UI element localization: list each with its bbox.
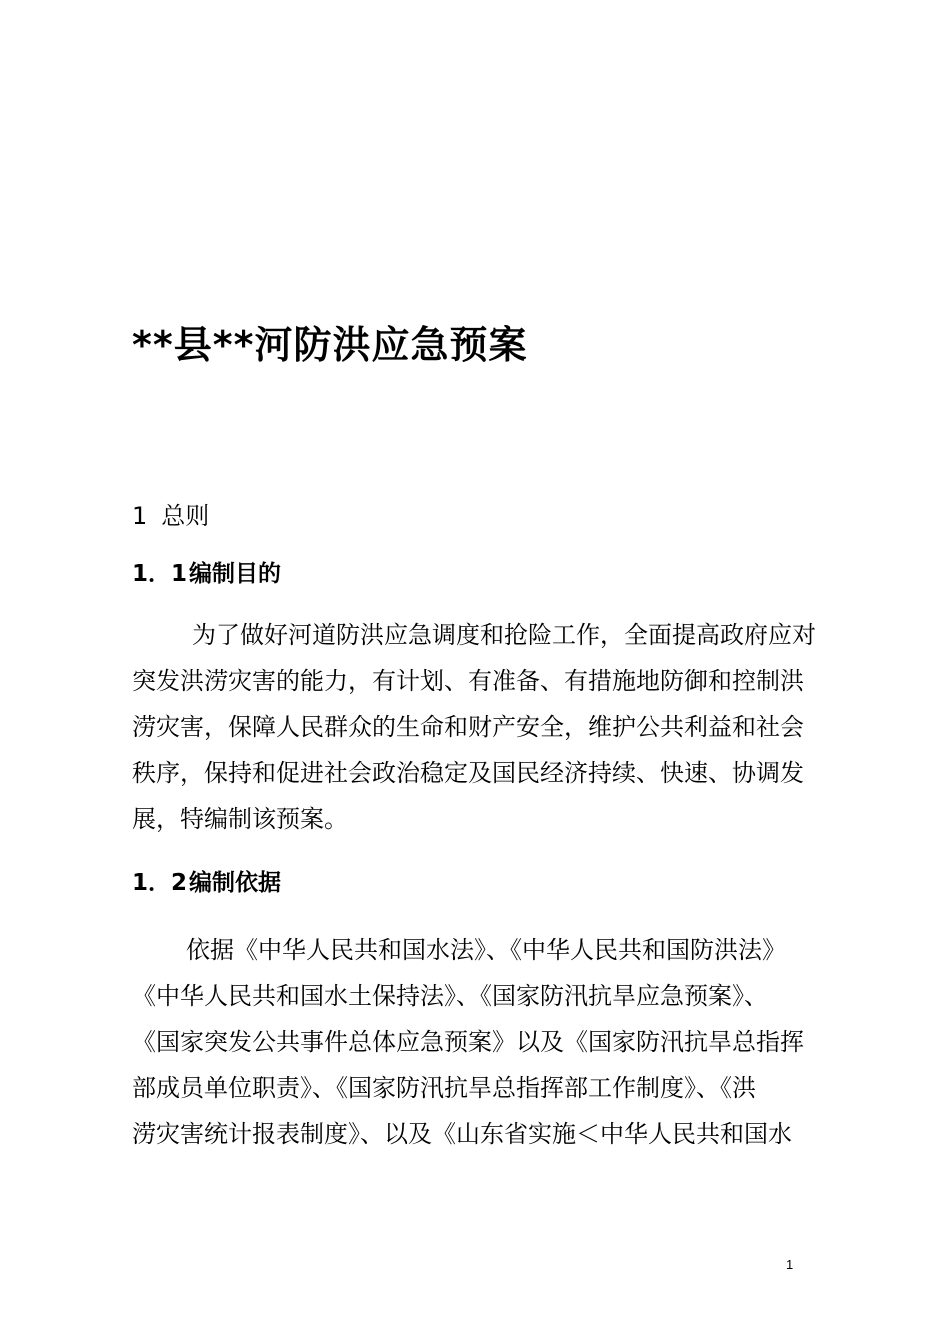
paragraph-line: 部成员单位职责》、《国家防汛抗旱总指挥部工作制度》、《洪 — [132, 1074, 756, 1102]
paragraph-line: 突发洪涝灾害的能力，有计划、有准备、有措施地防御和控制洪 — [132, 667, 804, 695]
subsection-number: 1．2 — [132, 870, 188, 896]
paragraph-line: 《中华人民共和国水土保持法》、《国家防汛抗旱应急预案》、 — [132, 982, 768, 1010]
paragraph-line: 依据《中华人民共和国水法》、《中华人民共和国防洪法》 — [186, 936, 786, 964]
paragraph-line: 为了做好河道防洪应急调度和抢险工作，全面提高政府应对 — [192, 621, 816, 649]
section-label: 总则 — [161, 502, 210, 530]
paragraph-basis — [132, 927, 832, 1157]
section-heading — [132, 500, 209, 532]
paragraph-line: 《国家突发公共事件总体应急预案》以及《国家防汛抗旱总指挥 — [132, 1028, 804, 1056]
document-title: **县**河防洪应急预案 — [132, 323, 528, 367]
paragraph-line: 涝灾害，保障人民群众的生命和财产安全，维护公共利益和社会 — [132, 713, 804, 741]
paragraph-line: 秩序，保持和促进社会政治稳定及国民经济持续、快速、协调发 — [132, 759, 804, 787]
section-number: 1 — [132, 502, 148, 530]
paragraph-line: 涝灾害统计报表制度》、以及《山东省实施＜中华人民共和国水 — [132, 1120, 792, 1148]
paragraph-line: 展，特编制该预案。 — [132, 805, 348, 833]
subsection-heading-purpose — [132, 558, 281, 590]
paragraph-purpose — [132, 612, 832, 842]
subsection-number: 1．1 — [132, 561, 188, 587]
subsection-label: 编制目的 — [189, 561, 282, 587]
subsection-heading-basis — [132, 867, 281, 899]
page-number: 1 — [786, 1257, 794, 1272]
subsection-label: 编制依据 — [189, 870, 282, 896]
